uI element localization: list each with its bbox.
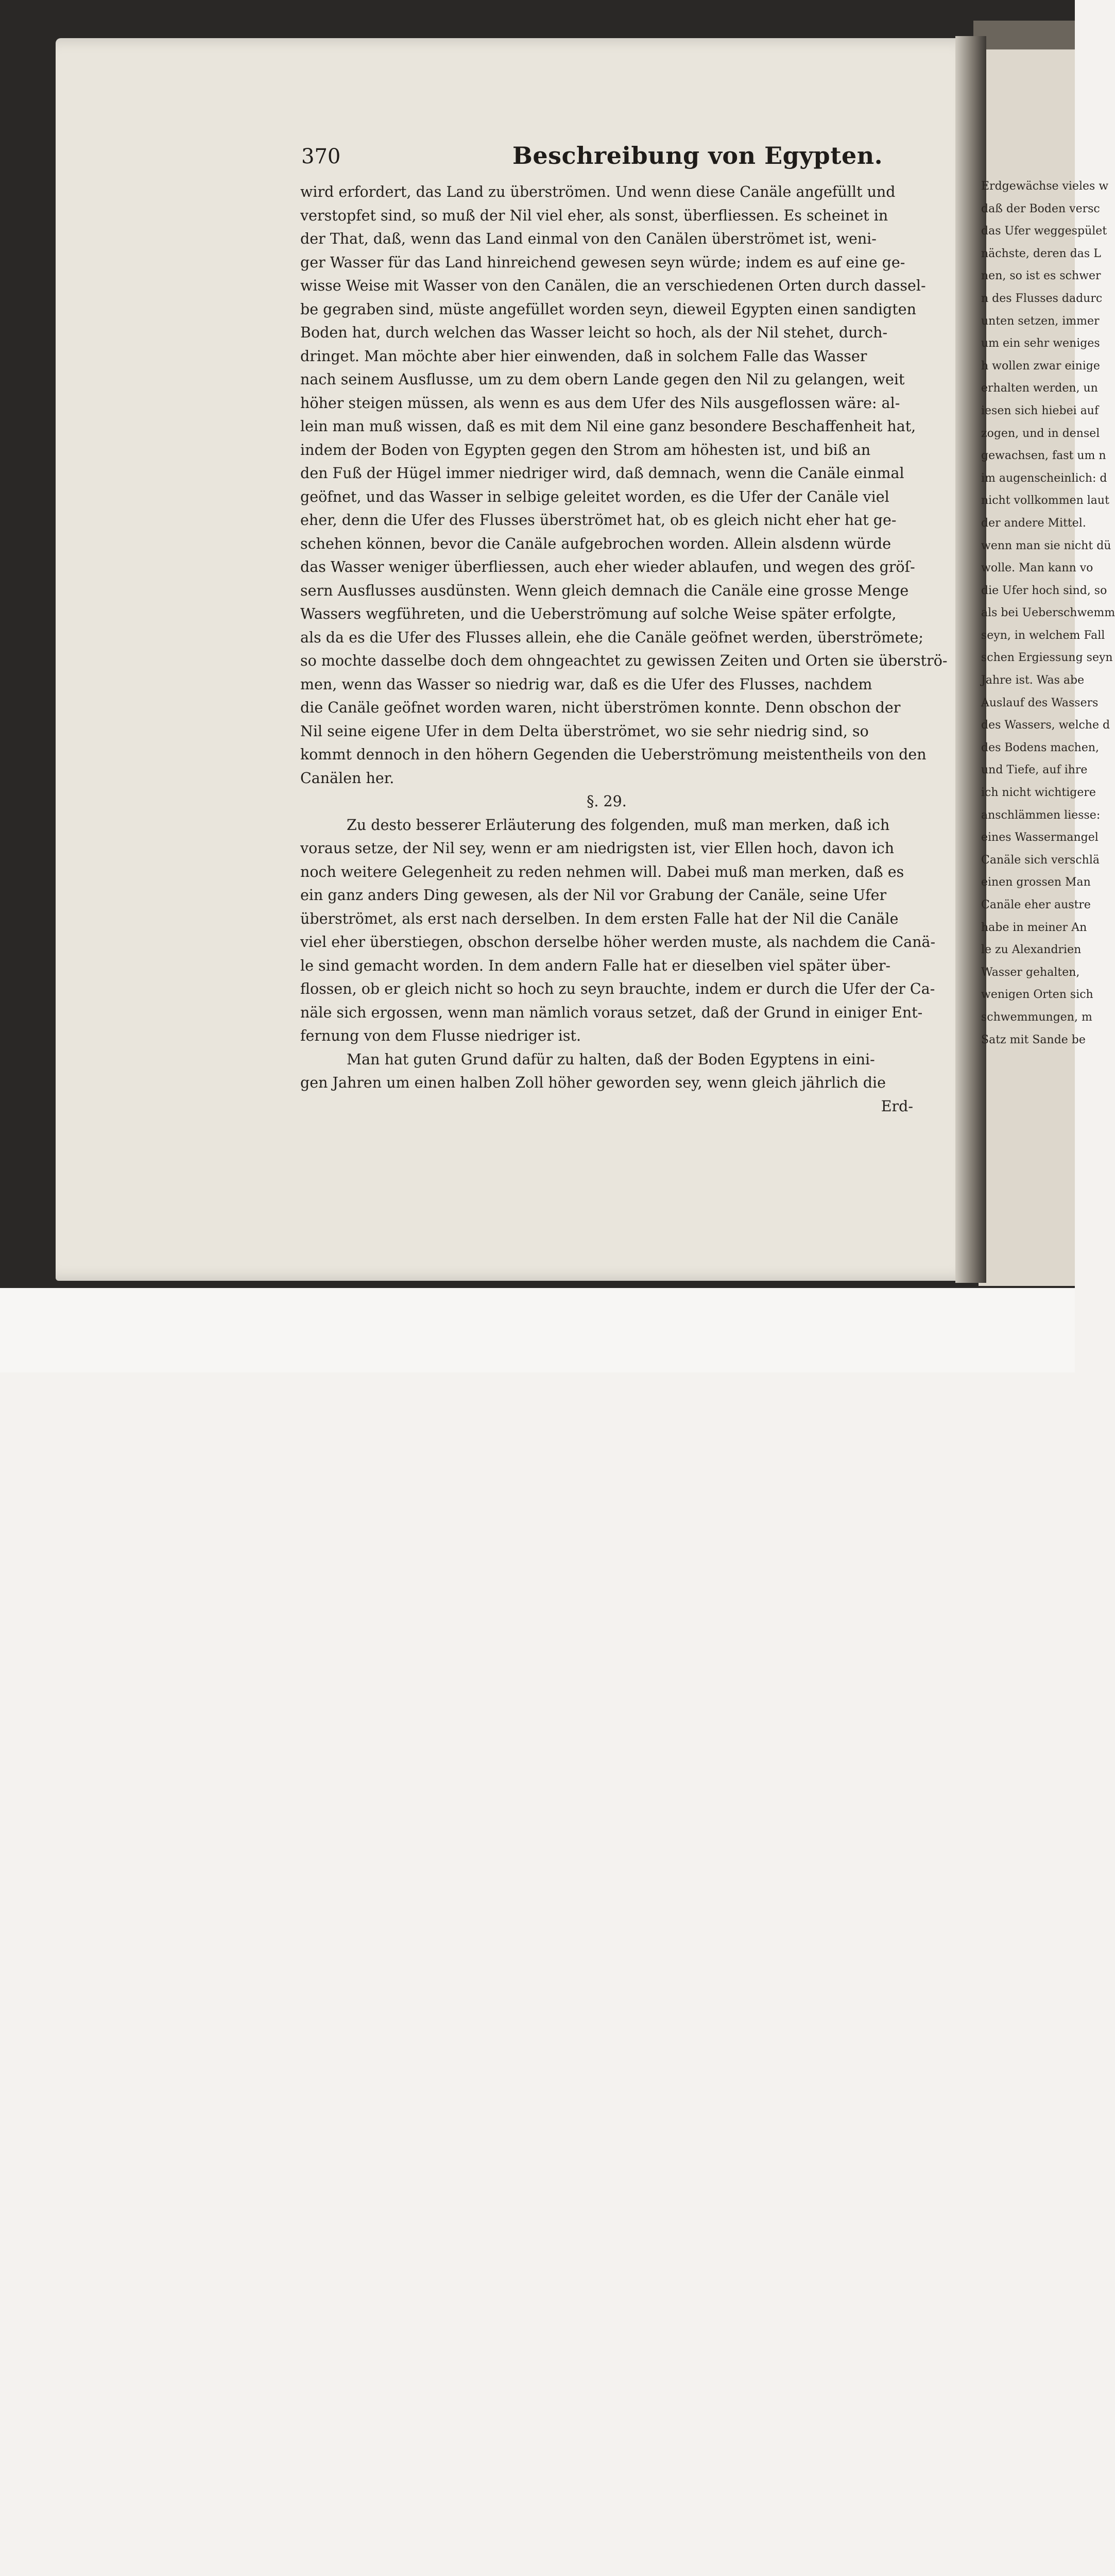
text-line: viel eher überstiegen, obschon derselbe höher werden muste, als nachdem die Canä-: [300, 934, 936, 951]
text-line: der That, daß, wenn das Land einmal von den Canälen überströmet ist, weni-: [300, 230, 877, 247]
text-line: nicht vollkommen laut: [981, 494, 1109, 507]
text-line: Canäle sich verschlä: [981, 853, 1100, 867]
text-line: einen grossen Man: [981, 876, 1091, 889]
text-line: ger Wasser für das Land hinreichend gewesen seyn würde; indem es auf eine ge-: [300, 253, 905, 271]
text-line: ich nicht wichtigere: [981, 786, 1096, 800]
paragraph-1: [300, 180, 948, 790]
text-line: le sind gemacht worden. In dem andern Falle hat er dieselben viel später über-: [300, 957, 891, 974]
text-line: nen, so ist es schwer: [981, 269, 1101, 283]
text-line: überströmet, als erst nach derselben. In dem ersten Falle hat der Nil die Canäle: [300, 910, 899, 927]
text-line: nächste, deren das L: [981, 247, 1101, 260]
text-line: unten setzen, immer: [981, 314, 1100, 328]
footer-bar: [0, 1288, 1075, 1372]
catchword: Erd-: [881, 1097, 913, 1115]
text-line: seyn, in welchem Fall: [981, 629, 1105, 642]
text-line: schwemmungen, m: [981, 1010, 1092, 1024]
text-line: des Bodens machen,: [981, 741, 1100, 754]
text-line: die Canäle geöfnet worden waren, nicht überströmen konnte. Denn obschon der: [300, 699, 901, 716]
text-line: noch weitere Gelegenheit zu reden nehmen will. Dabei muß man merken, daß es: [300, 863, 904, 880]
text-line: sern Ausflusses ausdünsten. Wenn gleich demnach die Canäle eine grosse Menge: [300, 582, 909, 599]
text-line: verstopfet sind, so muß der Nil viel eher, als sonst, überfliessen. Es scheinet in: [300, 207, 888, 224]
text-line: Nil seine eigene Ufer in dem Delta überströmet, wo sie sehr niedrig sind, so: [300, 722, 869, 740]
text-line: der andere Mittel.: [981, 516, 1086, 530]
text-line: indem der Boden von Egypten gegen den Strom am höhesten ist, und biß an: [300, 441, 871, 459]
text-line: die Ufer hoch sind, so: [981, 584, 1107, 597]
text-line: n des Flusses dadurc: [981, 292, 1103, 305]
text-line: den Fuß der Hügel immer niedriger wird, daß demnach, wenn die Canäle einmal: [300, 465, 904, 482]
text-line: wenigen Orten sich: [981, 988, 1093, 1002]
text-line: kommt dennoch in den höhern Gegenden die Ueberströmung meistentheils von den: [300, 746, 927, 763]
text-line: das Wasser weniger überfliessen, auch eher wieder ablaufen, und wegen des gröſ-: [300, 558, 915, 575]
text-line: le zu Alexandrien: [981, 943, 1082, 957]
text-line: und Tiefe, auf ihre: [981, 764, 1088, 777]
text-line: wird erfordert, das Land zu überströmen. Und wenn diese Canäle angefüllt und: [300, 183, 896, 200]
text-line: des Wassers, welche d: [981, 719, 1110, 732]
text-line: das Ufer weggespület: [981, 225, 1107, 238]
text-line: men, wenn das Wasser so niedrig war, daß es die Ufer des Flusses, nachdem: [300, 675, 872, 693]
text-line: Jahre ist. Was abe: [981, 674, 1085, 687]
text-line: h wollen zwar einige: [981, 359, 1100, 372]
text-line: geöfnet, und das Wasser in selbige geleitet worden, es die Ufer der Canäle viel: [300, 488, 889, 505]
text-line: dringet. Man möchte aber hier einwenden, daß in solchem Falle das Wasser: [300, 347, 867, 365]
text-line: zogen, und in densel: [981, 427, 1100, 440]
text-line: ein ganz anders Ding gewesen, als der Nil vor Grabung der Canäle, seine Ufer: [300, 887, 887, 904]
text-line: Wasser gehalten,: [981, 965, 1080, 979]
text-line: als da es die Ufer des Flusses allein, ehe die Canäle geöfnet werden, überströmete;: [300, 629, 923, 646]
text-line: Canäle eher austre: [981, 899, 1091, 911]
text-line: be gegraben sind, müste angefüllet worden seyn, dieweil Egypten einen sandigten: [300, 300, 917, 318]
text-line: als bei Ueberschwemm: [981, 606, 1115, 620]
text-line: so mochte dasselbe doch dem ohngeachtet zu gewissen Zeiten und Orten sie überströ-: [300, 652, 948, 669]
next-page-text: [981, 175, 1115, 1051]
text-line: schen Ergiessung seyn: [981, 651, 1113, 665]
text-line: Man hat guten Grund dafür zu halten, daß der Boden Egyptens in eini-: [347, 1050, 875, 1068]
text-line: Auslauf des Wassers: [981, 696, 1099, 709]
text-line: eines Wassermangel: [981, 831, 1099, 844]
text-line: Boden hat, durch welchen das Wasser leicht so hoch, als der Nil stehet, durch-: [300, 324, 888, 341]
paragraph-2: [300, 814, 936, 1095]
text-line: anschlämmen liesse:: [981, 808, 1101, 822]
text-line: Erdgewächse vieles w: [981, 180, 1109, 193]
page-body: [300, 180, 948, 1118]
text-line: fernung von dem Flusse niedriger ist.: [300, 1027, 581, 1044]
text-line: wolle. Man kann vo: [981, 562, 1093, 575]
text-line: nach seinem Ausflusse, um zu dem obern Lande gegen den Nil zu gelangen, weit: [300, 371, 905, 388]
text-line: lein man muß wissen, daß es mit dem Nil eine ganz besondere Beschaffenheit hat,: [300, 418, 916, 435]
text-line: Zu desto besserer Erläuterung des folgenden, muß man merken, daß ich: [347, 816, 890, 834]
text-line: habe in meiner An: [981, 921, 1087, 934]
text-line: gen Jahren um einen halben Zoll höher geworden sey, wenn gleich jährlich die: [300, 1074, 886, 1091]
text-line: Wassers wegführeten, und die Ueberströmung auf solche Weise später erfolgte,: [300, 605, 897, 622]
text-line: näle sich ergossen, wenn man nämlich voraus setzet, daß der Grund in einiger Ent-: [300, 1004, 923, 1021]
text-line: flossen, ob er gleich nicht so hoch zu seyn brauchte, indem er durch die Ufer der Ca-: [300, 980, 935, 997]
text-line: wenn man sie nicht dü: [981, 539, 1111, 552]
text-line: Canälen her.: [300, 769, 394, 787]
text-line: erhalten werden, un: [981, 382, 1098, 395]
text-line: wisse Weise mit Wasser von den Canälen, die an verschiedenen Orten durch dassel-: [300, 277, 926, 294]
text-line: eher, denn die Ufer des Flusses überströmet hat, ob es gleich nicht eher hat ge-: [300, 512, 897, 529]
text-line: iesen sich hiebei auf: [981, 404, 1099, 417]
page-header: [301, 142, 927, 173]
page-number: 370: [301, 145, 341, 168]
text-line: schehen können, bevor die Canäle aufgebrochen worden. Allein alsdenn würde: [300, 535, 891, 552]
text-line: um ein sehr weniges: [981, 337, 1100, 350]
text-line: gewachsen, fast um n: [981, 449, 1106, 463]
text-line: höher steigen müssen, als wenn es aus dem Ufer des Nils ausgeflossen wäre: al-: [300, 394, 900, 412]
text-line: daß der Boden versc: [981, 202, 1100, 215]
section-mark: §. 29.: [587, 793, 627, 810]
text-line: Satz mit Sande be: [981, 1033, 1086, 1046]
text-line: voraus setze, der Nil sey, wenn er am niedrigsten ist, vier Ellen hoch, davon ich: [300, 840, 895, 857]
text-line: im augenscheinlich: d: [981, 471, 1107, 485]
running-title: Beschreibung von Egypten.: [512, 142, 883, 170]
